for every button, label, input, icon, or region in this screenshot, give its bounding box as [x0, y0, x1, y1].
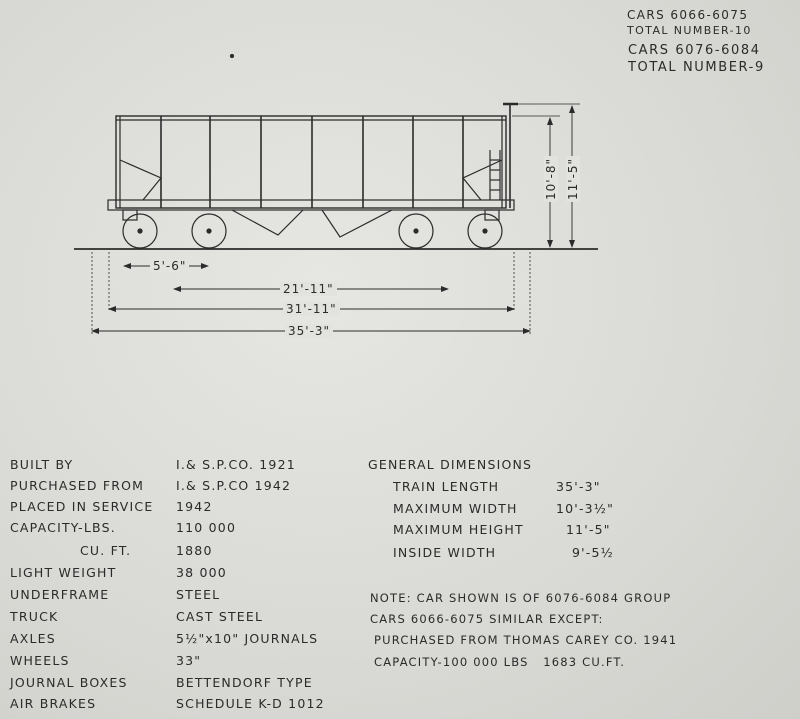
dim-over-frame: 31'-11" — [283, 302, 340, 316]
spec-value: 110 000 — [176, 520, 237, 535]
spec-value: SCHEDULE K-D 1012 — [176, 696, 325, 711]
car-body — [116, 104, 518, 208]
spec-value: I.& S.P.CO 1942 — [176, 478, 292, 493]
spec-value: 1880 — [176, 543, 213, 558]
spec-label: JOURNAL BOXES — [10, 675, 128, 690]
general-value: 11'-5" — [566, 522, 611, 537]
general-value: 9'-5½ — [572, 545, 614, 560]
total-number-1: TOTAL NUMBER-10 — [627, 24, 752, 37]
general-label: TRAIN LENGTH — [393, 479, 500, 494]
dim-height-outer: 11'-5" — [566, 157, 580, 200]
spec-value: I.& S.P.CO. 1921 — [176, 457, 296, 472]
cars-range-1: CARS 6066-6075 — [627, 8, 749, 22]
spec-label: CU. FT. — [80, 543, 132, 558]
spec-value: CAST STEEL — [176, 609, 264, 624]
general-label: INSIDE WIDTH — [393, 545, 497, 560]
spec-label: CAPACITY-LBS. — [10, 520, 116, 535]
spec-label: UNDERFRAME — [10, 587, 110, 602]
spec-label: WHEELS — [10, 653, 70, 668]
general-dimensions-title: GENERAL DIMENSIONS — [368, 457, 533, 472]
note-line: CARS 6066-6075 SIMILAR EXCEPT: — [370, 612, 604, 626]
spec-label: TRUCK — [10, 609, 59, 624]
note-line: PURCHASED FROM THOMAS CAREY CO. 1941 — [374, 633, 678, 647]
spec-value: STEEL — [176, 587, 221, 602]
spec-label: PLACED IN SERVICE — [10, 499, 154, 514]
cars-range-2: CARS 6076-6084 — [628, 43, 761, 58]
spec-label: AXLES — [10, 631, 56, 646]
spec-label: AIR BRAKES — [10, 696, 97, 711]
wheels — [123, 214, 502, 248]
spec-value: 5½"x10" JOURNALS — [176, 631, 319, 646]
general-value: 35'-3" — [556, 479, 601, 494]
underframe — [108, 200, 514, 237]
spec-label: PURCHASED FROM — [10, 478, 145, 493]
general-label: MAXIMUM WIDTH — [393, 501, 518, 516]
dim-truck-centers: 21'-11" — [280, 282, 337, 296]
spec-value: 33" — [176, 653, 202, 668]
spec-value: 38 000 — [176, 565, 227, 580]
dim-over-all: 35'-3" — [285, 324, 333, 338]
spec-value: 1942 — [176, 499, 213, 514]
note-line: CAPACITY-100 000 LBS 1683 CU.FT. — [374, 655, 626, 669]
total-number-2: TOTAL NUMBER-9 — [628, 60, 765, 75]
general-label: MAXIMUM HEIGHT — [393, 522, 524, 537]
spec-value: BETTENDORF TYPE — [176, 675, 313, 690]
stray-mark — [231, 55, 234, 58]
note-line: NOTE: CAR SHOWN IS OF 6076-6084 GROUP — [370, 591, 672, 605]
dim-height-inner: 10'-8" — [544, 157, 558, 200]
dim-wheelbase: 5'-6" — [150, 259, 189, 273]
general-value: 10'-3½" — [556, 501, 615, 516]
spec-label: BUILT BY — [10, 457, 74, 472]
spec-label: LIGHT WEIGHT — [10, 565, 117, 580]
